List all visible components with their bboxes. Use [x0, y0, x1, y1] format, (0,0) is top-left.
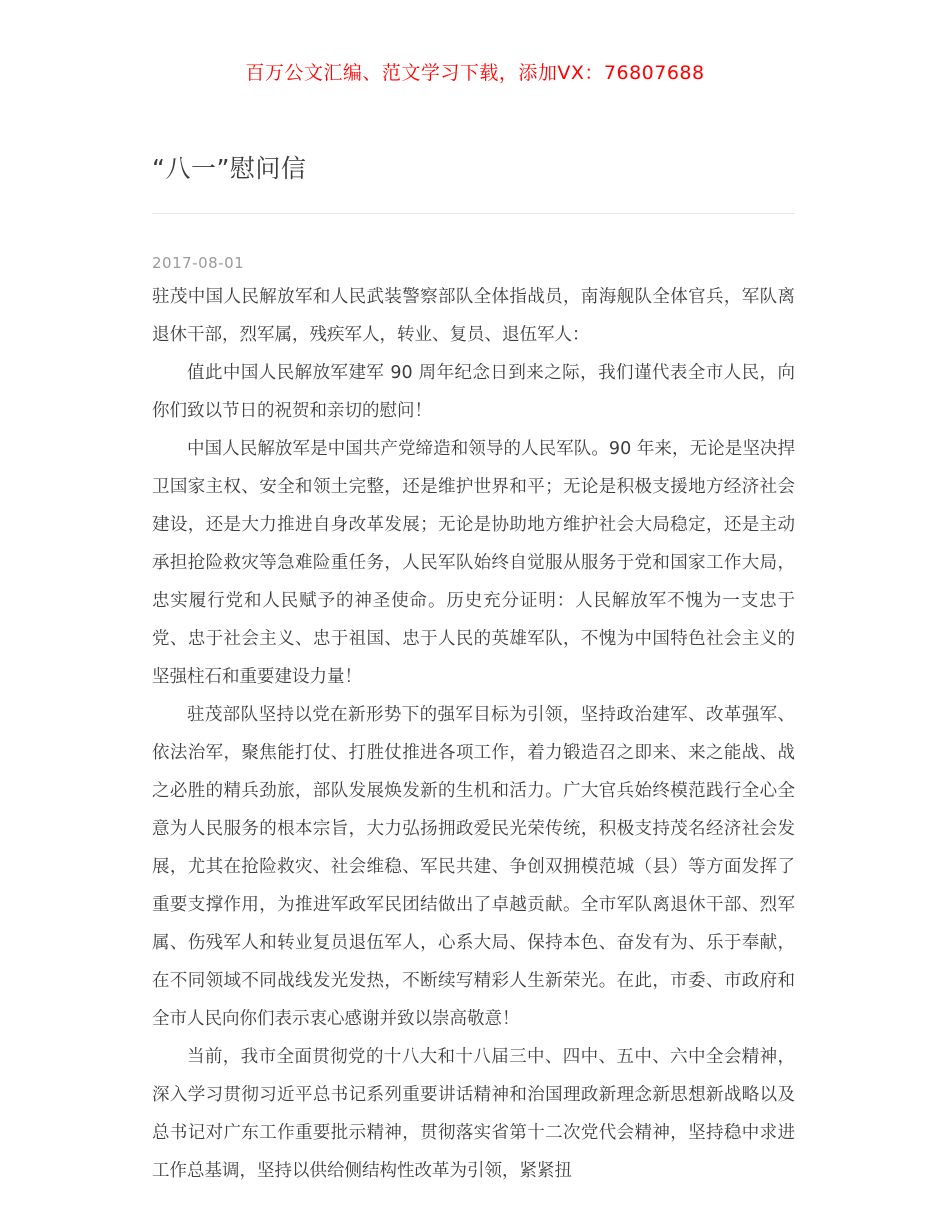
paragraph: 驻茂部队坚持以党在新形势下的强军目标为引领，坚持政治建军、改革强军、依法治军，聚焦能打仗、打胜仗推进各项工作，着力锻造召之即来、来之能战、战之必胜的精兵劲旅，部队发展焕发新的生机和活力。广大官兵始终模范践行全心全意为人民服务的根本宗旨，大力弘扬拥政爱民光荣传统，积极支持茂名经济社会发展，尤其在抢险救灾、社会维稳、军民共建、争创双拥模范城（县）等方面发挥了重要支撑作用，为推进军政军民团结做出了卓越贡献。全市军队离退休干部、烈军属、伤残军人和转业复员退伍军人，心系大局、保持本色、奋发有为、乐于奉献，在不同领域不同战线发光发热，不断续写精彩人生新荣光。在此，市委、市政府和全市人民向你们表示衷心感谢并致以崇高敬意！ — [152, 705, 795, 1029]
paragraph: 当前，我市全面贯彻党的十八大和十八届三中、四中、五中、六中全会精神，深入学习贯彻习近平总书记系列重要讲话精神和治国理政新理念新思想新战略以及总书记对广东工作重要批示精神，贯彻落实省第十二次党代会精神，坚持稳中求进工作总基调，坚持以供给侧结构性改革为引领，紧紧扭 — [152, 1047, 795, 1181]
document-content — [152, 278, 795, 1190]
document-body — [0, 149, 950, 1190]
paragraph: 值此中国人民解放军建军 90 周年纪念日到来之际，我们谨代表全市人民，向你们致以节日的祝贺和亲切的慰问！ — [152, 363, 795, 421]
paragraph: 驻茂中国人民解放军和人民武装警察部队全体指战员，南海舰队全体官兵，军队离退休干部，烈军属，残疾军人，转业、复员、退伍军人： — [152, 287, 795, 345]
publish-date: 2017-08-01 — [152, 254, 245, 272]
title-divider — [152, 213, 795, 214]
promo-banner: 百万公文汇编、范文学习下载，添加VX：76807688 — [245, 62, 705, 84]
page-title: “八一”慰问信 — [152, 154, 307, 183]
paragraph: 中国人民解放军是中国共产党缔造和领导的人民军队。90 年来，无论是坚决捍卫国家主权、安全和领土完整，还是维护世界和平；无论是积极支援地方经济社会建设，还是大力推进自身改革发展；无论是协助地方维护社会大局稳定，还是主动承担抢险救灾等急难险重任务，人民军队始终自觉服从服务于党和国家工作大局，忠实履行党和人民赋予的神圣使命。历史充分证明：人民解放军不愧为一支忠于党、忠于社会主义、忠于祖国、忠于人民的英雄军队，不愧为中国特色社会主义的坚强柱石和重要建设力量！ — [152, 439, 795, 687]
